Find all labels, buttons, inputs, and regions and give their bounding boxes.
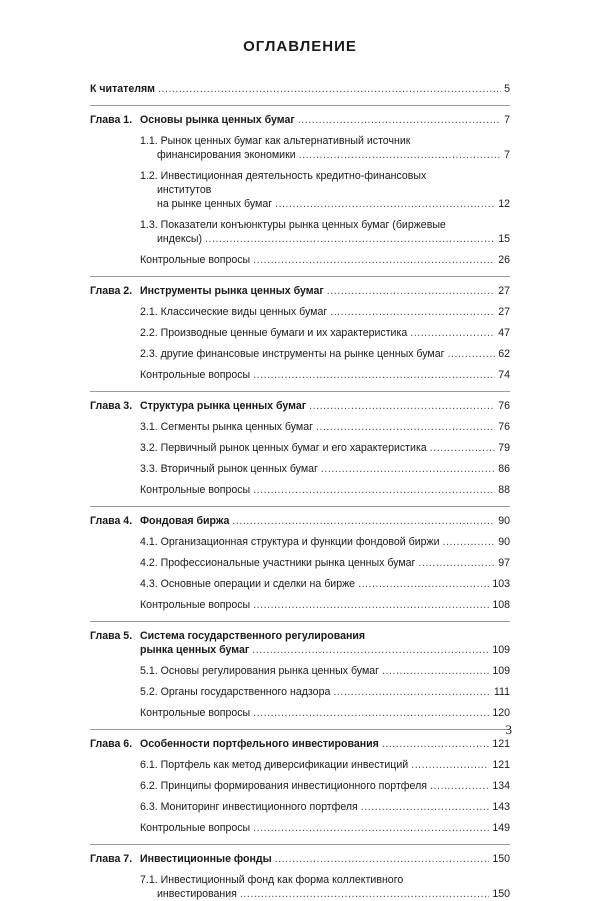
dot-leader	[418, 556, 495, 570]
spacer	[90, 162, 510, 169]
section-entry[interactable]	[90, 148, 510, 162]
chapter-heading[interactable]	[90, 643, 510, 657]
section-entry[interactable]	[90, 347, 510, 361]
toc-entry-label: на рынке ценных бумаг	[157, 198, 273, 210]
chapter-block	[90, 852, 510, 901]
toc-entry-label: 6.2. Принципы формирования инвестиционного портфеля	[140, 780, 427, 792]
chapter-heading[interactable]	[90, 514, 510, 528]
toc-entry-line: 1.2. Инвестиционная деятельность кредитно-финансовых	[140, 170, 427, 182]
dot-leader	[411, 758, 489, 772]
chapter-block	[90, 629, 510, 720]
toc-entry-label: Контрольные вопросы	[140, 484, 251, 496]
toc-entry-page: 86	[498, 463, 510, 475]
dot-leader	[253, 821, 489, 835]
toc-entry-line: 7.1. Инвестиционный фонд как форма коллективного	[140, 874, 404, 886]
toc-entry-page: 15	[498, 233, 510, 245]
separator-line	[90, 729, 510, 730]
toc-entry-label: финансирования экономики	[157, 149, 296, 161]
section-entry[interactable]	[90, 556, 510, 570]
toc-entry-page: 47	[498, 327, 510, 339]
toc-entry-page: 90	[498, 536, 510, 548]
toc-entry-label: 2.1. Классические виды ценных бумаг	[140, 306, 328, 318]
spacer	[90, 246, 510, 253]
dot-leader	[330, 305, 495, 319]
section-entry[interactable]	[90, 800, 510, 814]
dot-leader	[316, 420, 495, 434]
dot-leader	[158, 82, 501, 96]
spacer	[90, 413, 510, 420]
page-number: 3	[505, 722, 512, 737]
section-entry[interactable]	[90, 821, 510, 835]
toc-entry-line: 1.1. Рынок ценных бумаг как альтернативный источник	[140, 135, 411, 147]
dot-leader	[253, 483, 495, 497]
toc-entry-page: 109	[492, 665, 510, 677]
section-entry[interactable]	[90, 887, 510, 901]
separator-line	[90, 844, 510, 845]
dot-leader	[309, 399, 495, 413]
toc-entry-label: 2.3. другие финансовые инструменты на рынке ценных бумаг	[140, 348, 445, 360]
spacer	[90, 751, 510, 758]
spacer	[90, 211, 510, 218]
toc-entry-page: 109	[492, 644, 510, 656]
dot-leader	[333, 685, 491, 699]
spacer	[90, 127, 510, 134]
spacer	[90, 549, 510, 556]
section-entry[interactable]	[90, 253, 510, 267]
toc-entry-label: 3.3. Вторичный рынок ценных бумаг	[140, 463, 318, 475]
section-entry[interactable]	[90, 577, 510, 591]
toc-entry-page: 7	[504, 114, 510, 126]
toc-entry-page: 26	[498, 254, 510, 266]
section-entry[interactable]	[90, 664, 510, 678]
dot-leader	[443, 535, 496, 549]
toc-entry-page: 143	[492, 801, 510, 813]
chapter-heading[interactable]	[90, 113, 510, 127]
spacer	[90, 455, 510, 462]
toc-entry-line: 1.3. Показатели конъюнктуры рынка ценных бумаг (биржевые	[140, 219, 446, 231]
spacer	[90, 319, 510, 326]
toc-entry-page: 62	[498, 348, 510, 360]
toc-entry-page: 121	[492, 759, 510, 771]
spacer	[90, 772, 510, 779]
section-entry[interactable]	[90, 197, 510, 211]
section-entry[interactable]	[90, 305, 510, 319]
toc-entry-label: рынка ценных бумаг	[140, 644, 250, 656]
toc-entry-page: 88	[498, 484, 510, 496]
spacer	[90, 793, 510, 800]
toc-entry-label: индексы)	[157, 233, 203, 245]
dot-leader	[327, 284, 495, 298]
dot-leader	[299, 148, 501, 162]
toc-entry-label: Контрольные вопросы	[140, 599, 251, 611]
spacer	[90, 814, 510, 821]
toc-entry-line: институтов	[157, 184, 212, 196]
toc-entry-page: 74	[498, 369, 510, 381]
toc-entry-page: 134	[492, 780, 510, 792]
dot-leader	[240, 887, 489, 901]
chapter-block	[90, 737, 510, 835]
section-entry[interactable]	[90, 420, 510, 434]
toc-entry-label: Контрольные вопросы	[140, 254, 251, 266]
section-entry[interactable]	[90, 441, 510, 455]
section-entry[interactable]	[90, 483, 510, 497]
toc-entry-page: 5	[504, 83, 510, 95]
spacer	[90, 528, 510, 535]
toc-entry-page: 27	[498, 285, 510, 297]
separator-line	[90, 621, 510, 622]
toc-entry-page: 7	[504, 149, 510, 161]
toc-entry-label: К читателям	[90, 83, 155, 95]
chapter-title-line: Глава 5. Система государственного регулирования	[90, 630, 366, 642]
toc-entry-label: 6.1. Портфель как метод диверсификации инвестиций	[140, 759, 409, 771]
dot-leader	[298, 113, 501, 127]
toc-entry-page: 111	[493, 686, 510, 698]
spacer	[90, 340, 510, 347]
section-entry[interactable]	[90, 685, 510, 699]
toc-entry-label: 2.2. Производные ценные бумаги и их характеристика	[140, 327, 408, 339]
chapter-heading[interactable]	[90, 852, 510, 866]
spacer	[90, 699, 510, 706]
chapter-block	[90, 399, 510, 497]
toc-entry-page: 97	[498, 557, 510, 569]
page-title: ОГЛАВЛЕНИЕ	[243, 38, 357, 55]
toc-entry-page: 121	[492, 738, 510, 750]
spacer	[90, 361, 510, 368]
toc-entry-label: Глава 7. Инвестиционные фонды	[90, 853, 272, 865]
dot-leader	[253, 253, 495, 267]
dot-leader	[275, 852, 490, 866]
section-entry[interactable]	[90, 232, 510, 246]
section-entry[interactable]	[90, 462, 510, 476]
toc-entry-label: 5.2. Органы государственного надзора	[140, 686, 331, 698]
toc-entry-label: Глава 3. Структура рынка ценных бумаг	[90, 400, 307, 412]
toc-entry-label: 3.2. Первичный рынок ценных бумаг и его характеристика	[140, 442, 427, 454]
chapter-block	[90, 284, 510, 382]
table-of-contents	[90, 82, 510, 901]
chapter-block	[90, 113, 510, 267]
dot-leader	[430, 441, 495, 455]
toc-entry-page: 150	[492, 853, 510, 865]
dot-leader	[253, 598, 489, 612]
dot-leader	[275, 197, 495, 211]
toc-entry-label: Глава 2. Инструменты рынка ценных бумаг	[90, 285, 324, 297]
toc-entry-label: инвестирования	[157, 888, 237, 900]
dot-leader	[205, 232, 495, 246]
spacer	[90, 866, 510, 873]
dot-leader	[447, 347, 495, 361]
dot-leader	[358, 577, 489, 591]
separator-line	[90, 105, 510, 106]
toc-entry-page: 150	[492, 888, 510, 900]
chapter-heading[interactable]	[90, 737, 510, 751]
toc-entry-page: 90	[498, 515, 510, 527]
dot-leader	[321, 462, 495, 476]
toc-entry-page: 149	[492, 822, 510, 834]
section-entry[interactable]	[90, 779, 510, 793]
toc-entry-intro[interactable]	[90, 82, 510, 96]
chapter-heading[interactable]	[90, 399, 510, 413]
separator-line	[90, 391, 510, 392]
toc-entry-label: Глава 1. Основы рынка ценных бумаг	[90, 114, 295, 126]
dot-leader	[382, 664, 489, 678]
section-entry[interactable]	[90, 758, 510, 772]
toc-entry-label: Контрольные вопросы	[140, 707, 251, 719]
toc-entry-page: 103	[492, 578, 510, 590]
toc-entry-label: 4.3. Основные операции и сделки на бирже	[140, 578, 356, 590]
toc-entry-label: 3.1. Сегменты рынка ценных бумаг	[140, 421, 313, 433]
section-entry[interactable]	[90, 326, 510, 340]
dot-leader	[232, 514, 495, 528]
toc-entry-page: 12	[498, 198, 510, 210]
toc-entry-label: 4.2. Профессиональные участники рынка ценных бумаг	[140, 557, 416, 569]
dot-leader	[430, 779, 489, 793]
toc-entry-page: 76	[498, 400, 510, 412]
spacer	[90, 591, 510, 598]
spacer	[90, 298, 510, 305]
spacer	[90, 570, 510, 577]
spacer	[90, 476, 510, 483]
dot-leader	[410, 326, 495, 340]
toc-entry-page: 76	[498, 421, 510, 433]
toc-entry-page: 108	[492, 599, 510, 611]
spacer	[90, 434, 510, 441]
toc-entry-label: Контрольные вопросы	[140, 369, 251, 381]
separator-line	[90, 506, 510, 507]
dot-leader	[361, 800, 490, 814]
toc-entry-label: 6.3. Мониторинг инвестиционного портфеля	[140, 801, 358, 813]
toc-entry-label: Глава 4. Фондовая биржа	[90, 515, 230, 527]
toc-entry-page: 120	[492, 707, 510, 719]
section-entry[interactable]	[90, 368, 510, 382]
toc-entry-label: Глава 6. Особенности портфельного инвестирования	[90, 738, 379, 750]
section-entry[interactable]	[90, 598, 510, 612]
chapter-heading[interactable]	[90, 284, 510, 298]
spacer	[90, 657, 510, 664]
dot-leader	[253, 368, 495, 382]
spacer	[90, 678, 510, 685]
toc-entry-label: 5.1. Основы регулирования рынка ценных бумаг	[140, 665, 380, 677]
toc-entry-label: 4.1. Организационная структура и функции фондовой биржи	[140, 536, 440, 548]
section-entry[interactable]	[90, 706, 510, 720]
toc-entry-page: 27	[498, 306, 510, 318]
dot-leader	[253, 706, 489, 720]
separator-line	[90, 276, 510, 277]
dot-leader	[252, 643, 489, 657]
chapter-block	[90, 514, 510, 612]
dot-leader	[382, 737, 489, 751]
section-entry[interactable]	[90, 535, 510, 549]
toc-entry-page: 79	[498, 442, 510, 454]
toc-entry-label: Контрольные вопросы	[140, 822, 251, 834]
